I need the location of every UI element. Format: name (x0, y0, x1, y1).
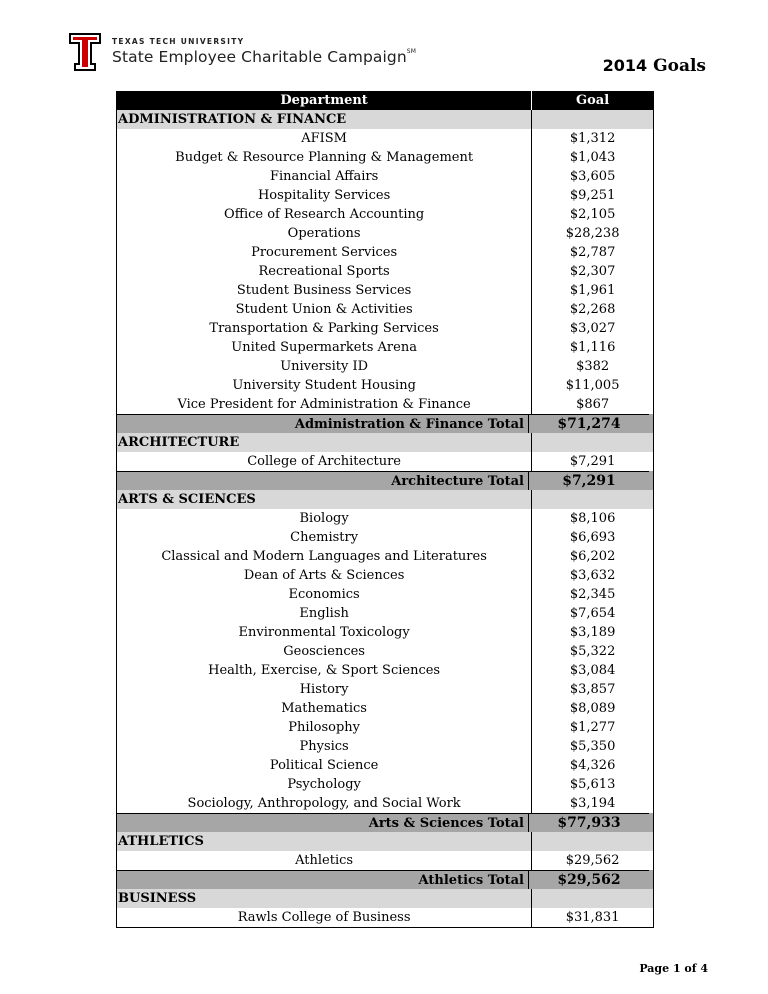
table-row (117, 756, 653, 775)
texas-tech-logo-icon (68, 32, 102, 72)
org-name-small: TEXAS TECH UNIVERSITY (112, 37, 245, 46)
goal-value: $2,787 (531, 243, 653, 262)
table-row (117, 509, 653, 528)
table-row (117, 718, 653, 737)
goal-value: $382 (531, 357, 653, 376)
table-row (117, 319, 653, 338)
column-header-department: Department (280, 93, 368, 108)
section-row (117, 889, 653, 908)
section-goal-cell (531, 110, 653, 129)
department-name: United Supermarkets Arena (231, 340, 417, 355)
department-name: AFISM (301, 131, 347, 146)
section-goal-cell (531, 889, 653, 908)
table-row (117, 851, 653, 870)
table-row (117, 699, 653, 718)
department-name: Political Science (269, 758, 379, 773)
column-header-goal: Goal (531, 91, 653, 110)
campaign-title: State Employee Charitable Campaign℠ (112, 48, 416, 66)
section-name: ADMINISTRATION & FINANCE (118, 112, 347, 127)
goal-value: $6,202 (531, 547, 653, 566)
department-name: English (299, 606, 349, 621)
total-label: Arts & Sciences Total (117, 813, 528, 832)
table-row (117, 167, 653, 186)
goal-value: $9,251 (531, 186, 653, 205)
goal-value: $2,345 (531, 585, 653, 604)
goal-value: $1,043 (531, 148, 653, 167)
goal-value: $11,005 (531, 376, 653, 395)
department-name: Philosophy (288, 720, 361, 735)
department-name: Student Business Services (236, 283, 412, 298)
department-name: Dean of Arts & Sciences (243, 568, 405, 583)
department-name: Geosciences (283, 644, 365, 659)
table-row (117, 281, 653, 300)
section-goal-cell (531, 490, 653, 509)
total-value: $7,291 (528, 471, 649, 490)
goal-value: $1,116 (531, 338, 653, 357)
goal-value: $31,831 (531, 908, 653, 927)
table-row (117, 338, 653, 357)
table-row (117, 452, 653, 471)
goal-value: $1,312 (531, 129, 653, 148)
table-row (117, 585, 653, 604)
department-name: Financial Affairs (269, 169, 379, 184)
goal-value: $1,961 (531, 281, 653, 300)
section-row (117, 433, 653, 452)
goal-value: $3,027 (531, 319, 653, 338)
department-name: Sociology, Anthropology, and Social Work (187, 796, 461, 811)
total-row (117, 870, 653, 889)
total-row (117, 813, 653, 832)
table-row (117, 129, 653, 148)
department-name: Procurement Services (251, 245, 398, 260)
table-row (117, 908, 653, 927)
table-row (117, 186, 653, 205)
total-value: $29,562 (528, 870, 649, 889)
total-value: $77,933 (528, 813, 649, 832)
section-name: BUSINESS (118, 891, 197, 906)
department-name: Mathematics (281, 701, 367, 716)
table-row (117, 737, 653, 756)
goal-value: $3,189 (531, 623, 653, 642)
table-row (117, 528, 653, 547)
department-name: Classical and Modern Languages and Literatures (161, 549, 487, 564)
section-row (117, 110, 653, 129)
table-row (117, 661, 653, 680)
goal-value: $8,106 (531, 509, 653, 528)
goals-table (116, 91, 654, 928)
department-name: Recreational Sports (258, 264, 390, 279)
total-label: Athletics Total (117, 870, 528, 889)
goal-value: $2,307 (531, 262, 653, 281)
total-label: Architecture Total (117, 471, 528, 490)
department-name: Physics (299, 739, 349, 754)
department-name: Student Union & Activities (235, 302, 413, 317)
table-row (117, 794, 653, 813)
table-row (117, 395, 653, 414)
total-label: Administration & Finance Total (117, 414, 528, 433)
department-name: Budget & Resource Planning & Management (175, 150, 474, 165)
table-row (117, 205, 653, 224)
department-name: Economics (288, 587, 360, 602)
goal-value: $1,277 (531, 718, 653, 737)
goal-value: $29,562 (531, 851, 653, 870)
section-name: ARTS & SCIENCES (118, 492, 256, 507)
page-number: Page 1 of 4 (639, 962, 708, 975)
goal-value: $7,291 (531, 452, 653, 471)
goal-value: $3,632 (531, 566, 653, 585)
section-name: ARCHITECTURE (118, 435, 240, 450)
department-name: Chemistry (290, 530, 359, 545)
department-name: University ID (280, 359, 369, 374)
section-row (117, 490, 653, 509)
table-row (117, 547, 653, 566)
table-row (117, 300, 653, 319)
department-name: Transportation & Parking Services (209, 321, 439, 336)
table-row (117, 148, 653, 167)
department-name: University Student Housing (232, 378, 416, 393)
goal-value: $3,194 (531, 794, 653, 813)
goal-value: $28,238 (531, 224, 653, 243)
table-row (117, 604, 653, 623)
goal-value: $6,693 (531, 528, 653, 547)
department-name: Health, Exercise, & Sport Sciences (208, 663, 441, 678)
department-name: Athletics (295, 853, 354, 868)
table-row (117, 243, 653, 262)
table-row (117, 775, 653, 794)
goal-value: $3,605 (531, 167, 653, 186)
goal-value: $3,084 (531, 661, 653, 680)
section-goal-cell (531, 433, 653, 452)
section-name: ATHLETICS (118, 834, 204, 849)
table-row (117, 224, 653, 243)
table-row (117, 623, 653, 642)
department-name: Environmental Toxicology (238, 625, 410, 640)
table-row (117, 357, 653, 376)
section-goal-cell (531, 832, 653, 851)
goal-value: $2,268 (531, 300, 653, 319)
table-header-row (117, 91, 653, 110)
goal-value: $5,613 (531, 775, 653, 794)
department-name: Biology (299, 511, 349, 526)
table-row (117, 566, 653, 585)
section-row (117, 832, 653, 851)
total-value: $71,274 (528, 414, 649, 433)
goal-value: $8,089 (531, 699, 653, 718)
page-title: 2014 Goals (602, 56, 706, 76)
table-row (117, 680, 653, 699)
total-row (117, 471, 653, 490)
goal-value: $5,350 (531, 737, 653, 756)
total-row (117, 414, 653, 433)
goal-value: $867 (531, 395, 653, 414)
table-row (117, 376, 653, 395)
department-name: Rawls College of Business (237, 910, 411, 925)
department-name: Hospitality Services (257, 188, 391, 203)
goal-value: $3,857 (531, 680, 653, 699)
goal-value: $5,322 (531, 642, 653, 661)
department-name: Psychology (287, 777, 361, 792)
department-name: History (299, 682, 349, 697)
goal-value: $2,105 (531, 205, 653, 224)
department-name: College of Architecture (247, 454, 402, 469)
table-row (117, 642, 653, 661)
table-row (117, 262, 653, 281)
goal-value: $4,326 (531, 756, 653, 775)
department-name: Vice President for Administration & Finance (177, 397, 471, 412)
department-name: Operations (287, 226, 361, 241)
goal-value: $7,654 (531, 604, 653, 623)
department-name: Office of Research Accounting (224, 207, 425, 222)
